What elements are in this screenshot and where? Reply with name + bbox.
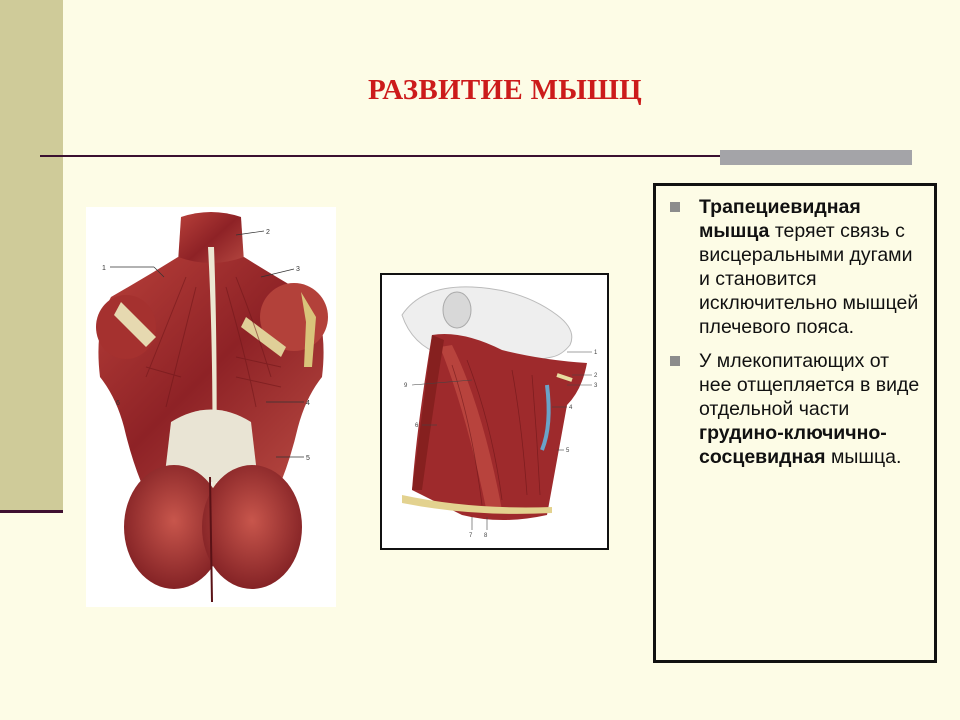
title-rule-accent	[720, 150, 912, 165]
bullet-mammals	[666, 349, 926, 469]
left-decor-line	[0, 510, 63, 513]
neck-label-9: 9	[404, 383, 408, 389]
back-label-1: 1	[102, 265, 106, 272]
description-box	[653, 183, 937, 663]
neck-label-3: 3	[594, 383, 598, 389]
neck-label-8: 8	[484, 533, 488, 539]
back-muscles-drawing	[86, 207, 336, 607]
bullet-text-end: мышца.	[825, 446, 902, 468]
back-label-3: 3	[296, 266, 300, 273]
back-label-4: 4	[306, 400, 310, 407]
back-label-2: 2	[266, 229, 270, 236]
bullet-square-icon	[670, 202, 680, 212]
neck-label-6: 6	[415, 423, 419, 429]
neck-muscles-drawing	[382, 275, 607, 548]
bullet-text: У млекопитающих от нее отщепляется в виде отдельной части	[699, 350, 920, 420]
bullet-trapezius	[666, 195, 926, 339]
back-muscles-illustration	[86, 207, 336, 607]
term-sternocleidomastoid: грудино-ключично-сосцевидная	[699, 422, 887, 468]
neck-label-1: 1	[594, 350, 598, 356]
neck-label-4: 4	[569, 405, 573, 411]
back-label-6: 6	[116, 400, 120, 407]
slide-title: РАЗВИТИЕ МЫШЦ	[367, 74, 643, 106]
neck-label-2: 2	[594, 373, 598, 379]
neck-muscles-illustration	[380, 273, 609, 550]
bullet-square-icon	[670, 356, 680, 366]
back-label-5: 5	[306, 455, 310, 462]
neck-label-5: 5	[566, 448, 570, 454]
term-trapezius: Трапециевидная мышца	[699, 196, 861, 242]
bullet-text: теряет связь с висцеральными дугами и становится исключительно мышцей плечевого пояса.	[699, 220, 919, 338]
neck-label-7: 7	[469, 533, 473, 539]
